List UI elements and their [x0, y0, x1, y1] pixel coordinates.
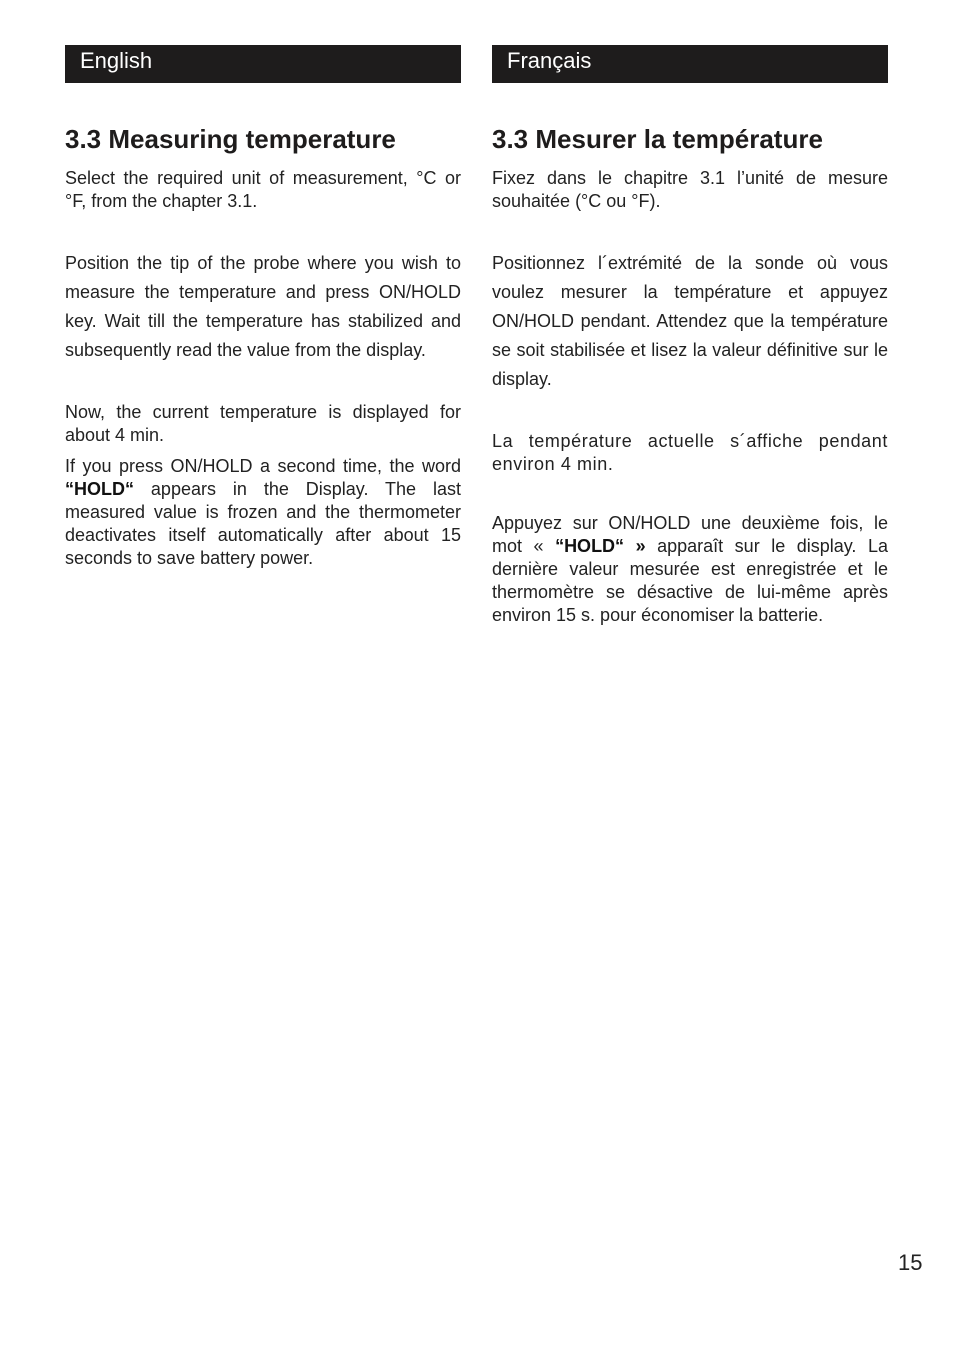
page-number: 15: [898, 1250, 923, 1275]
hold-text-after: appears in the Display. The last measured value is frozen and the thermometer deactivates itself automatically after about 15 seconds to save battery power.: [65, 479, 461, 568]
hold-text-before-fr: Appuyez sur ON/HOLD une deuxième fois, le mot «: [492, 513, 888, 556]
paragraph-current-temperature: Now, the current temperature is displayed for about 4 min.: [65, 402, 461, 445]
hold-text-before: If you press ON/HOLD a second time, the word: [65, 456, 461, 476]
paragraph-probe-position: Position the tip of the probe where you wish to measure the temperature and press ON/HOLD key. Wait till the temperature has stabilized and subsequently read the value from the display.: [65, 253, 461, 360]
paragraph-hold-function-fr: [492, 512, 888, 627]
section-heading-english: 3.3 Measuring temperature: [65, 124, 396, 154]
english-column: [65, 45, 461, 570]
section-heading-french: 3.3 Mesurer la température: [492, 124, 823, 154]
paragraph-unit-selection: Select the required unit of measurement, °C or °F, from the chapter 3.1.: [65, 168, 461, 211]
paragraph-probe-position-fr: Positionnez l´extrémité de la sonde où vous voulez mesurer la température et appuyez ON/HOLD pendant. Attendez que la température se soit stabilisée et lisez la valeur définitive sur le display.: [492, 253, 888, 389]
french-column: [492, 45, 888, 627]
paragraph-unit-selection-fr: Fixez dans le chapitre 3.1 l’unité de mesure souhaitée (°C ou °F).: [492, 168, 888, 211]
language-header-english: English: [65, 45, 461, 83]
hold-text-after-fr: apparaît sur le display. La dernière valeur mesurée est enregistrée et le thermomètre se désactive de lui-même après environ 15 s. pour économiser la batterie.: [492, 536, 888, 625]
hold-keyword: “HOLD“: [65, 479, 134, 499]
paragraph-hold-function: [65, 455, 461, 570]
paragraph-current-temperature-fr: La température actuelle s´affiche pendant environ 4 min.: [492, 431, 888, 474]
language-header-french: Français: [492, 45, 888, 83]
hold-keyword-fr: “HOLD“ »: [555, 536, 646, 556]
